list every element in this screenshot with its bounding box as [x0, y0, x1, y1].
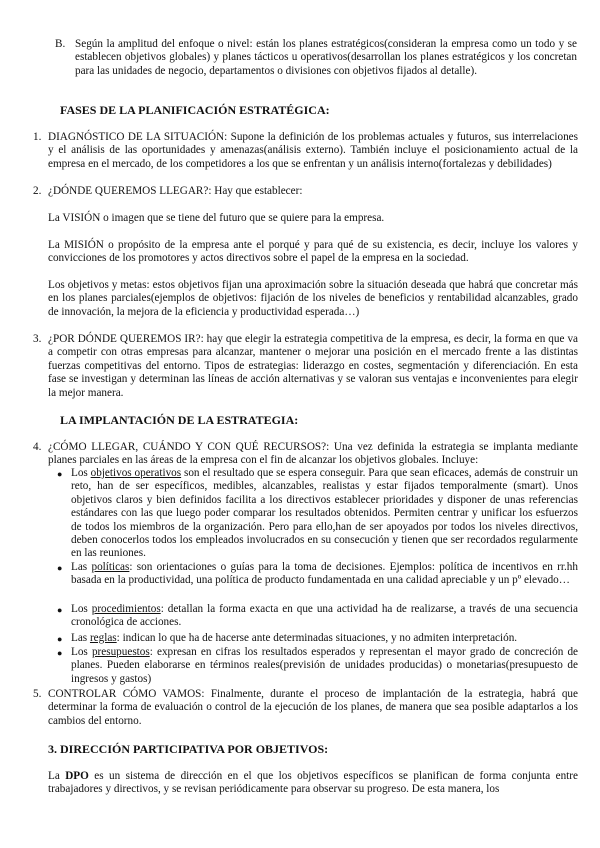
item-4-text: ¿CÓMO LLEGAR, CUÁNDO Y CON QUÉ RECURSOS?: Una vez definida la estrategia se implanta mediante planes parciales en las áreas de la empresa con el fin de alcanzar los objetivos globales. Incluye: [48, 441, 578, 467]
item-3-label: 3. [33, 333, 42, 345]
item-1-label: 1. [33, 131, 42, 143]
item-b-text: Según la amplitud del enfoque o nivel: están los planes estratégicos(consideran la empresa como un todo y se establecen objetivos globales) y planes tácticos u operativos(desarrollan los planes estratégicos y los concretan para las unidades de negocio, departamentos o divisiones con objetivos fijados al detalle). [75, 38, 577, 77]
mision-text: La MISIÓN o propósito de la empresa ante el porqué y para qué de su existencia, es decir, incluye los valores y convicciones de los promotores y actos directivos sobre el papel de la empresa en la sociedad. [48, 239, 578, 265]
heading-fases: FASES DE LA PLANIFICACIÓN ESTRATÉGICA: [60, 103, 330, 117]
item-4-label: 4. [33, 441, 42, 453]
bullet-procedimientos: Los procedimientos: detallan la forma exacta en que una actividad ha de realizarse, a través de una secuencia cronológica de acciones. [71, 603, 578, 629]
heading-dpo: 3. DIRECCIÓN PARTICIPATIVA POR OBJETIVOS: [48, 742, 329, 756]
bullet-objetivos-operativos: Los objetivos operativos son el resultado que se espera conseguir. Para que sean eficaces, además de construir un reto, han de ser específicos, medibles, alcanzables, realistas y estar fijados temporalmente (smart). Unos objetivos claros y bien definidos facilita a los directivos establecer prioridades y disponer de unas referencias estándares con las que luego poder comparar los resultados obtenidos. Permiten centrar y unificar los esfuerzos de todos los miembros de la organización. Pero para ello,han de ser apoyados por todos los niveles directivos, deben conocerlos todos los empleados involucrados en su consecución y tienen que ser recordados regularmente en las reuniones. [71, 467, 579, 560]
objetivos-text: Los objetivos y metas: estos objetivos fijan una aproximación sobre la situación deseada que habrá que concretar más en los planes parciales(ejemplos de objetivos: fijación de los niveles de beneficios y rentabilidad alcanzables, grado de innovación, la mejora de la eficiencia y productividad esperada…) [48, 279, 578, 318]
item-3-text: ¿POR DÓNDE QUEREMOS IR?: hay que elegir la estrategia competitiva de la empresa, es decir, la forma en que va a competir con otras empresas para alcanzar, mantener o mejorar una posición en el mercado frente a las distintas fuerzas competitivas del entorno. Tipos de estrategias: liderazgo en costes, segmentación y diferenciación. En esta fase se investigan y determinan las líneas de acción alternativas y se valoran sus ventajas e inconvenientes para elegir la mejor manera. [48, 333, 578, 399]
item-5-text: CONTROLAR CÓMO VAMOS: Finalmente, durante el proceso de implantación de la estrategia, habrá que determinar la forma de evaluación o control de la ejecución de los planes, de manera que sea posible adaptarlos a los cambios del entorno. [48, 688, 578, 727]
bullet-dot: ● [57, 605, 63, 615]
bullet-dot: ● [57, 648, 63, 658]
heading-implantacion: LA IMPLANTACIÓN DE LA ESTRATEGIA: [60, 413, 299, 427]
item-1-text: DIAGNÓSTICO DE LA SITUACIÓN: Supone la definición de los problemas actuales y futuros, sus interrelaciones y el análisis de las oportunidades y amenazas(análisis externo). También incluye el posicionamiento actual de la empresa en el mercado, de los competidores a los que se enfrentan y un análisis interno(fortalezas y debilidades) [48, 131, 578, 170]
item-2-label: 2. [33, 185, 42, 197]
item-b-label: B. [55, 38, 66, 50]
bullet-presupuestos: Los presupuestos: expresan en cifras los resultados esperados y representan el mayor grado de concreción de planes. Pueden elaborarse en términos reales(previsión de unidades producidas) o monetarias(presupuesto de ingresos y gastos) [71, 646, 579, 685]
bullet-dot: ● [57, 634, 63, 644]
bullet-dot: ● [57, 469, 63, 479]
vision-text: La VISIÓN o imagen que se tiene del futuro que se quiere para la empresa. [48, 212, 385, 224]
item-5-label: 5. [33, 688, 42, 700]
bullet-politicas: Las políticas: son orientaciones o guías para la toma de decisiones. Ejemplos: política de incentivos en rr.hh basada en la productividad, una política de producto fundamentada en una calidad apreciable y un pº elevado… [71, 561, 578, 587]
dpo-paragraph: La DPO es un sistema de dirección en el que los objetivos específicos se planifican de forma conjunta entre trabajadores y directivos, y se revisan periódicamente para observar su progreso. De esta manera, los [48, 770, 578, 796]
item-2-text: ¿DÓNDE QUEREMOS LLEGAR?: Hay que establecer: [48, 185, 303, 197]
bullet-dot: ● [57, 563, 63, 573]
bullet-reglas: Las reglas: indican lo que ha de hacerse ante determinadas situaciones, y no admiten interpretación. [71, 632, 518, 644]
